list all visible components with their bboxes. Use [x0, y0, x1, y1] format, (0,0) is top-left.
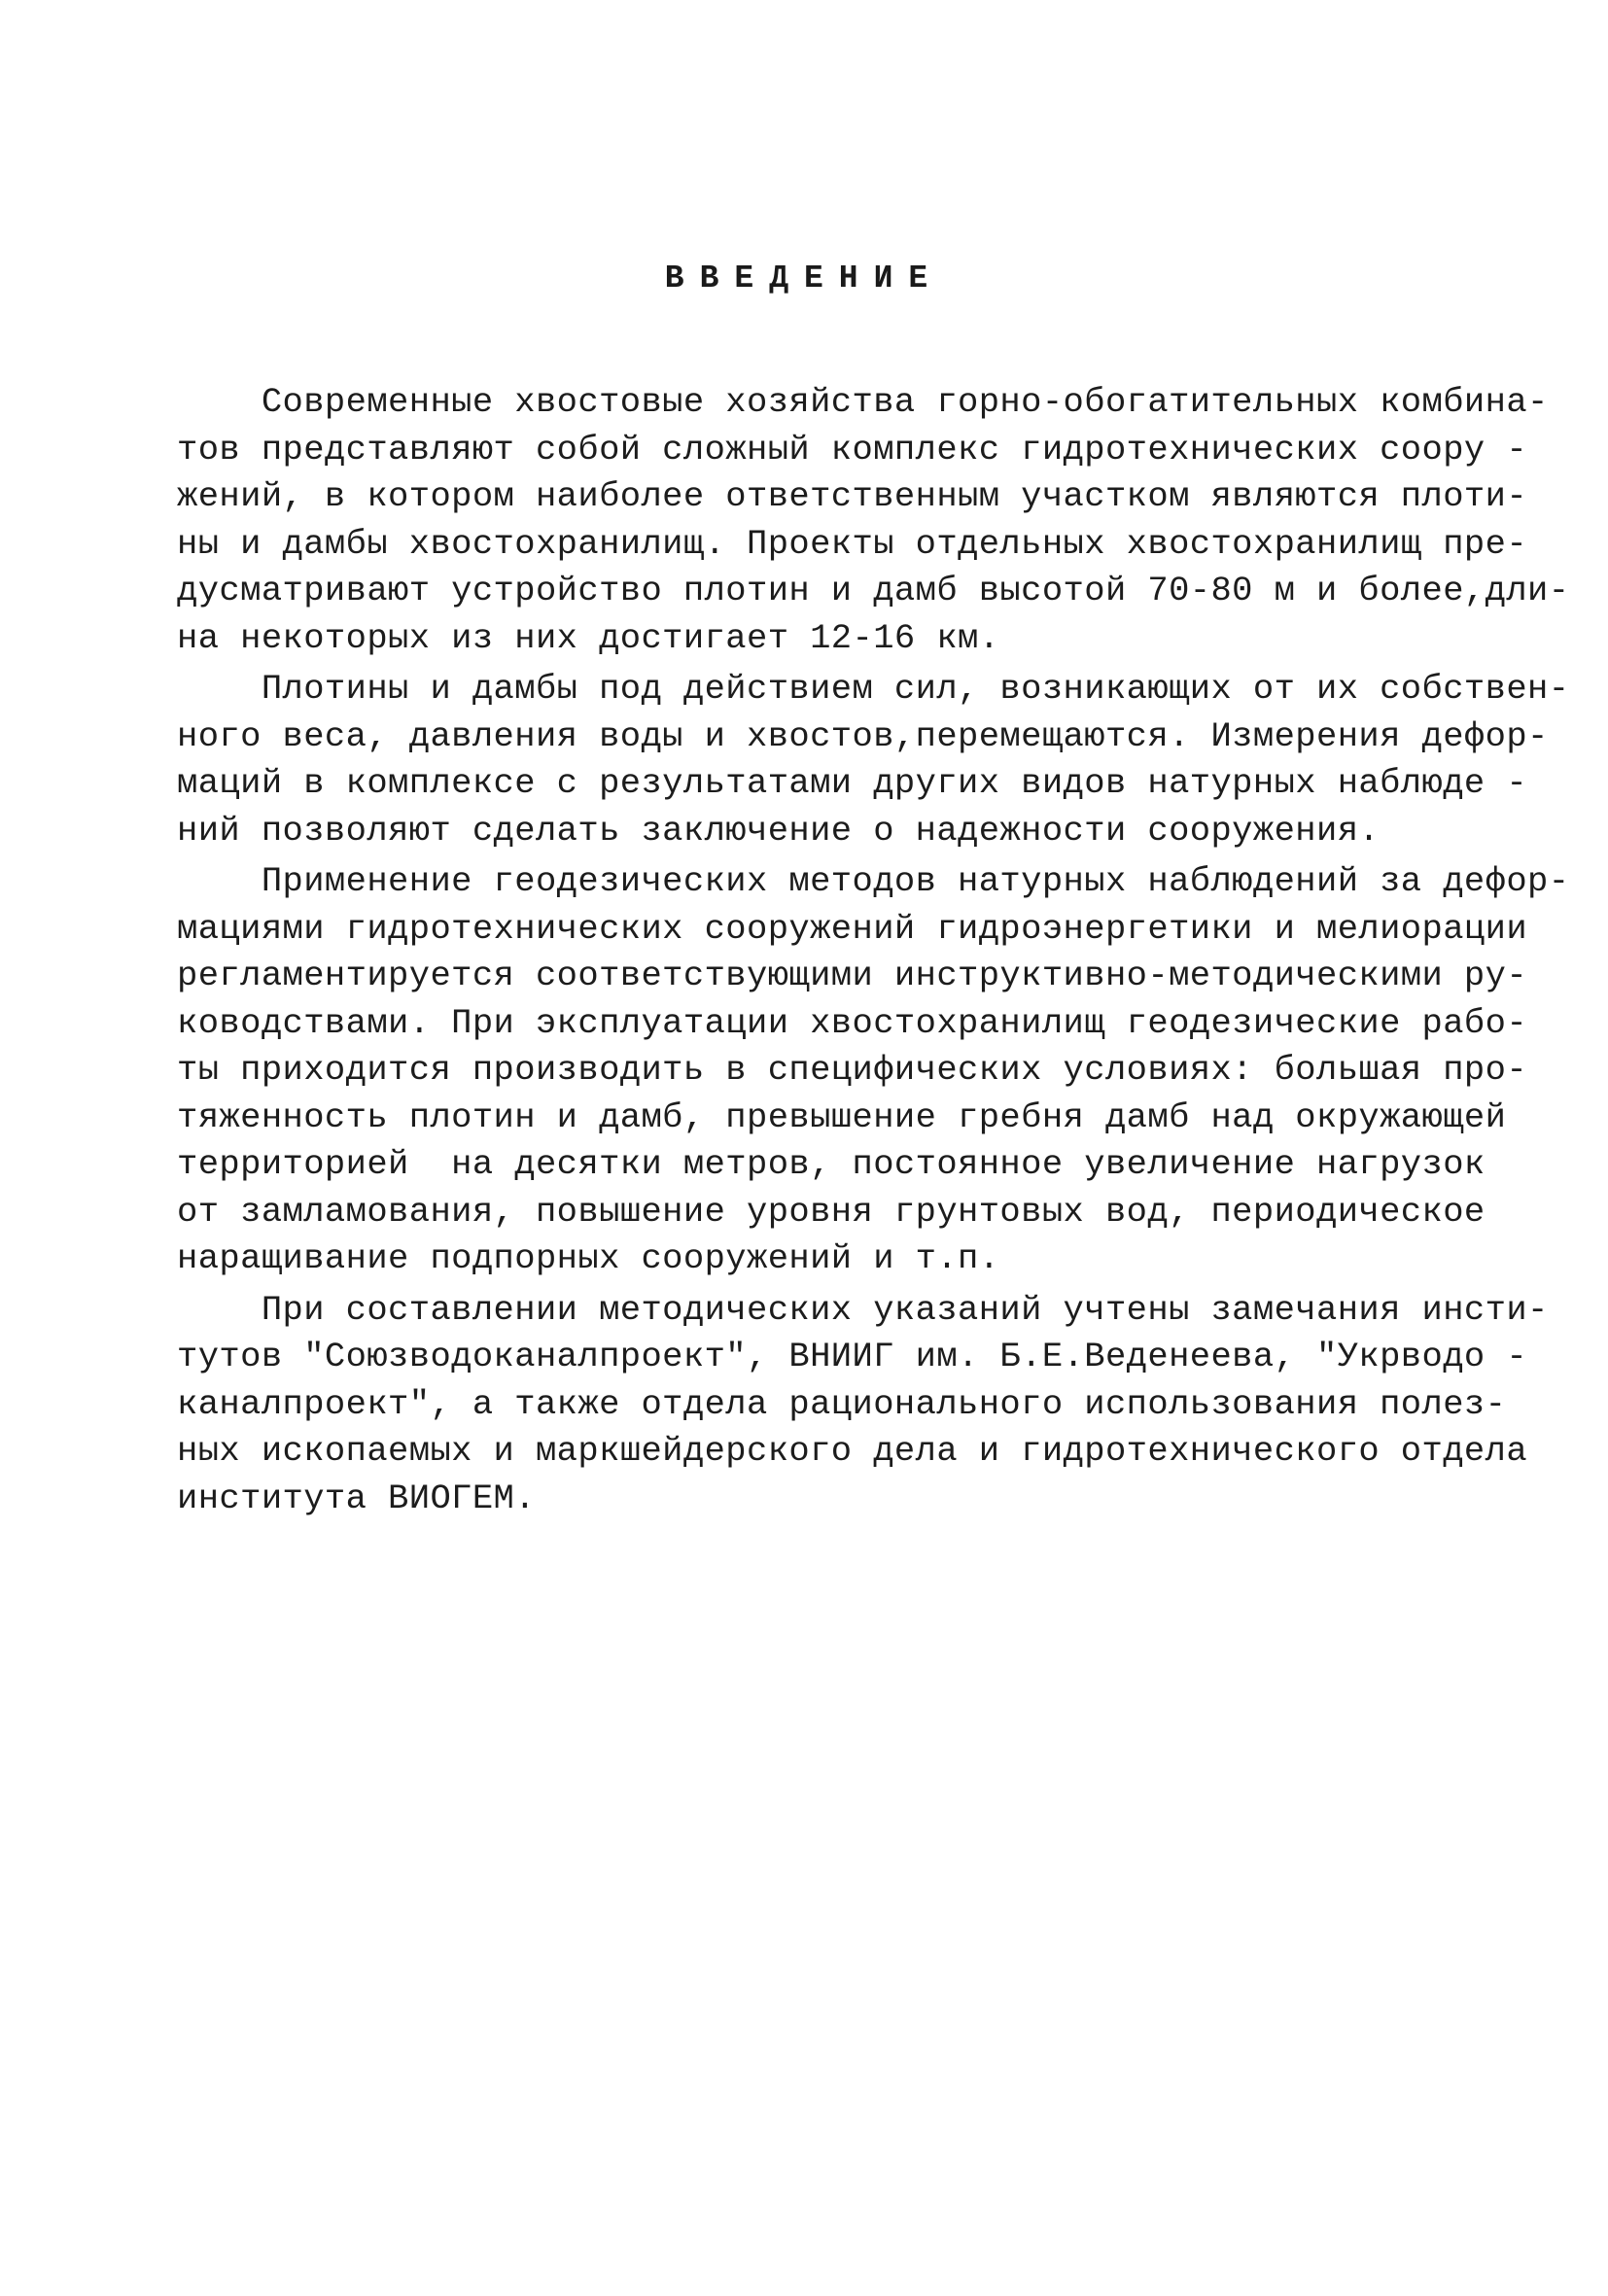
text-line: Применение геодезических методов натурных наблюдений за дефор- [177, 861, 1570, 901]
text-line: тутов "Союзводоканалпроект", ВНИИГ им. Б.Е.Веденеева, "Укрводо - [177, 1337, 1528, 1376]
text-line: института ВИОГЕМ. [177, 1478, 536, 1518]
text-line: тяженность плотин и дамб, превышение гребня дамб над окружающей [177, 1096, 1507, 1137]
text-line: Плотины и дамбы под действием сил, возникающих от их собствен- [177, 669, 1570, 709]
text-line: территорией на десятки метров, постоянное увеличение нагрузок [177, 1144, 1486, 1184]
text-line: дусматривают устройство плотин и дамб высотой 70-80 м и более,дли- [177, 571, 1570, 610]
text-line: ного веса, давления воды и хвостов,перемещаются. Измерения дефор- [177, 715, 1549, 756]
text-line: на некоторых из них достигает 12-16 км. [177, 617, 1000, 658]
text-line: жений, в котором наиболее ответственным участком являются плоти- [177, 476, 1528, 516]
text-line: каналпроект", а также отдела рационального использования полез- [177, 1383, 1507, 1424]
text-line: Современные хвостовые хозяйства горно-обогатительных комбина- [177, 382, 1549, 422]
text-line: мациями гидротехнических сооружений гидроэнергетики и мелиорации [177, 908, 1528, 949]
text-line: маций в комплексе с результатами других видов натурных наблюде - [177, 763, 1528, 803]
text-line: ты приходится производить в специфических условиях: большая про- [177, 1050, 1528, 1090]
body-text [177, 379, 1570, 1526]
text-line: ний позволяют сделать заключение о надежности сооружения. [177, 810, 1381, 851]
paragraph-3 [177, 858, 1570, 1283]
text-line: тов представляют собой сложный комплекс гидротехнических соору - [177, 429, 1528, 470]
page-title: ВВЕДЕНИЕ [664, 261, 944, 296]
text-line: регламентируется соответствующими инструктивно-методическими ру- [177, 956, 1528, 995]
text-line: наращивание подпорных сооружений и т.п. [177, 1238, 1000, 1278]
text-line: от замламования, повышение уровня грунтовых вод, периодическое [177, 1191, 1486, 1232]
text-line: ных ископаемых и маркшейдерского дела и гидротехнического отдела [177, 1431, 1528, 1471]
paragraph-1 [177, 379, 1570, 662]
text-line: ны и дамбы хвостохранилищ. Проекты отдельных хвостохранилищ пре- [177, 523, 1528, 564]
paragraph-2 [177, 666, 1570, 854]
text-line: При составлении методических указаний учтены замечания инсти- [177, 1289, 1549, 1330]
paragraph-4 [177, 1287, 1549, 1523]
text-line: ководствами. При эксплуатации хвостохранилищ геодезические рабо- [177, 1002, 1528, 1043]
